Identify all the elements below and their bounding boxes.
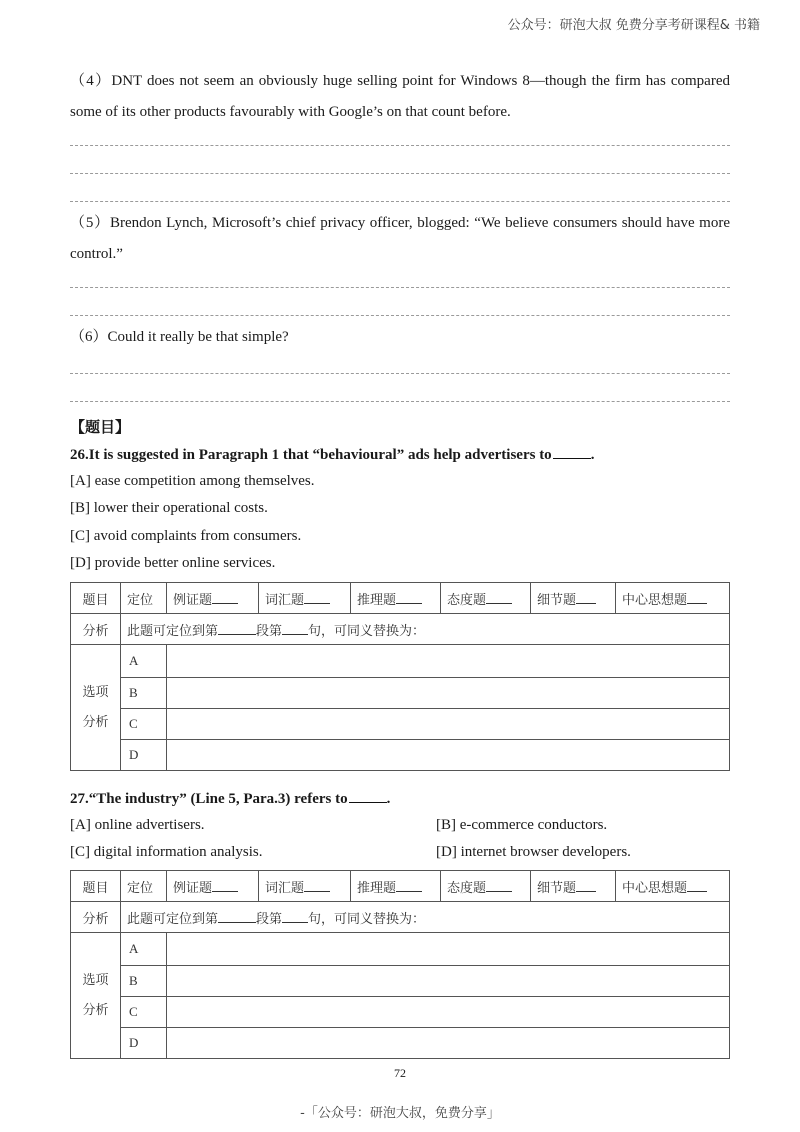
label-option-analysis: 选项 分析 (71, 645, 121, 771)
option-analysis-cell[interactable] (167, 997, 730, 1028)
answer-line (70, 401, 730, 402)
option-letter-b: B (121, 966, 167, 997)
answer-line (70, 173, 730, 174)
type-attitude: 态度题 (441, 871, 531, 902)
answer-line (70, 373, 730, 374)
type-example: 例证题 (167, 871, 259, 902)
question-27-text: 27.“The industry” (Line 5, Para.3) refers to (70, 791, 348, 807)
question-26-end: . (590, 447, 595, 463)
question-26-text: 26.It is suggested in Paragraph 1 that “behavioural” ads help advertisers to (70, 447, 552, 463)
type-inference: 推理题 (351, 583, 441, 614)
type-inference: 推理题 (351, 871, 441, 902)
option-letter-a: A (121, 933, 167, 966)
option-analysis-cell[interactable] (167, 709, 730, 740)
page-number: 72 (394, 1066, 406, 1080)
q27-analysis-table (70, 870, 730, 1059)
q27-option-b: [B] e-commerce conductors. (436, 817, 608, 833)
q27-option-d: [D] internet browser developers. (436, 844, 631, 860)
answer-blank (349, 789, 387, 803)
option-letter-d: D (121, 1028, 167, 1059)
paragraph-5: （5）Brendon Lynch, Microsoft’s chief privacy officer, blogged: “We believe consumers should have more control.” (70, 215, 730, 262)
question-26-stem (70, 445, 594, 464)
type-vocabulary: 词汇题 (259, 583, 351, 614)
option-analysis-cell[interactable] (167, 966, 730, 997)
option-letter-d: D (121, 740, 167, 771)
q26-option-b: [B] lower their operational costs. (70, 500, 268, 516)
section-title: 【题目】 (70, 418, 131, 436)
option-analysis-cell[interactable] (167, 933, 730, 966)
q26-analysis-table (70, 582, 730, 771)
question-27-stem (70, 789, 390, 808)
label-locate: 定位 (121, 583, 167, 614)
q26-option-a: [A] ease competition among themselves. (70, 473, 315, 489)
header-watermark-note: 公众号：研泡大叔 免费分享考研课程& 书籍 (507, 18, 760, 33)
type-detail: 细节题 (531, 871, 616, 902)
q26-option-d: [D] provide better online services. (70, 555, 276, 571)
option-analysis-cell[interactable] (167, 1028, 730, 1059)
option-analysis-cell[interactable] (167, 678, 730, 709)
answer-line (70, 145, 730, 146)
answer-line (70, 287, 730, 288)
type-main-idea: 中心思想题 (616, 583, 730, 614)
option-letter-c: C (121, 709, 167, 740)
type-main-idea: 中心思想题 (616, 871, 730, 902)
option-letter-b: B (121, 678, 167, 709)
label-locate: 定位 (121, 871, 167, 902)
q26-option-c: [C] avoid complaints from consumers. (70, 528, 302, 544)
label-topic: 题目 (71, 871, 121, 902)
answer-line (70, 201, 730, 202)
q27-option-c: [C] digital information analysis. (70, 844, 263, 860)
paragraph-4: （4）DNT does not seem an obviously huge selling point for Windows 8—though the firm has compared some of its other products favourably with Google’s on that count before. (70, 73, 730, 120)
answer-line (70, 315, 730, 316)
type-example: 例证题 (167, 583, 259, 614)
q27-option-a: [A] online advertisers. (70, 817, 205, 833)
label-topic: 题目 (71, 583, 121, 614)
option-letter-a: A (121, 645, 167, 678)
label-analysis: 分析 (71, 902, 121, 933)
option-letter-c: C (121, 997, 167, 1028)
type-attitude: 态度题 (441, 583, 531, 614)
label-option-analysis: 选项 分析 (71, 933, 121, 1059)
question-27-end: . (386, 791, 391, 807)
option-analysis-cell[interactable] (167, 740, 730, 771)
type-vocabulary: 词汇题 (259, 871, 351, 902)
footer-watermark-note: -「公众号：研泡大叔，免费分享」 (300, 1106, 500, 1121)
paragraph-6: （6）Could it really be that simple? (70, 329, 289, 345)
option-analysis-cell[interactable] (167, 645, 730, 678)
locate-sentence: 此题可定位到第 段第 句，可同义替换为： (121, 614, 730, 645)
answer-blank (553, 445, 591, 459)
label-analysis: 分析 (71, 614, 121, 645)
type-detail: 细节题 (531, 583, 616, 614)
locate-sentence: 此题可定位到第 段第 句，可同义替换为： (121, 902, 730, 933)
